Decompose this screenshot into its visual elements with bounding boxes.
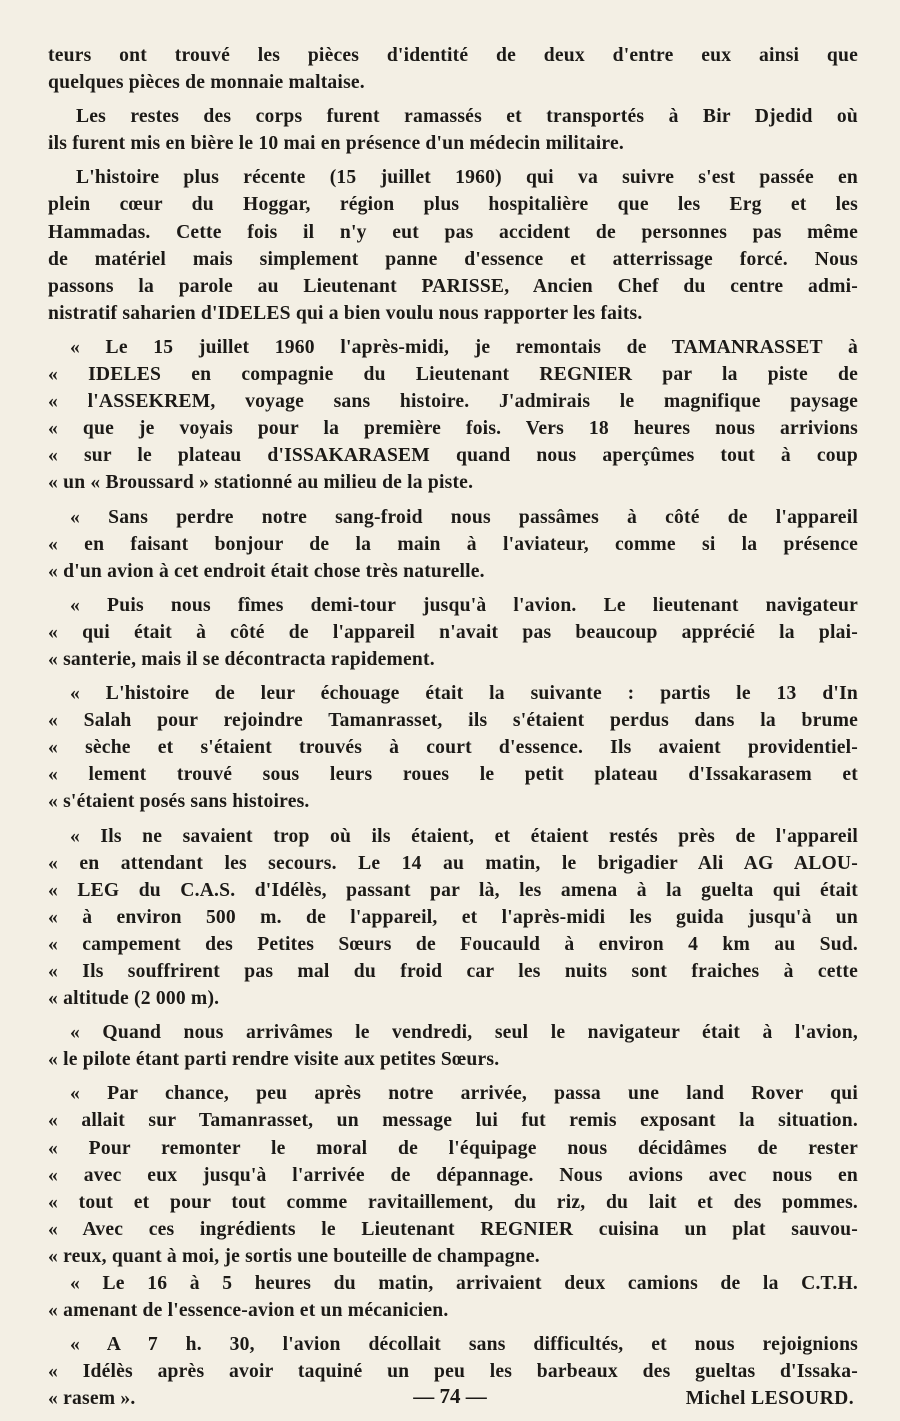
text-line: « Puis nous fîmes demi-tour jusqu'à l'avion. Le lieutenant navigateur (70, 594, 858, 616)
paragraph (48, 592, 858, 673)
text-line: « avec eux jusqu'à l'arrivée de dépannage. Nous avions avec nous en (48, 1164, 858, 1186)
text-line: « sur le plateau d'ISSAKARASEM quand nous aperçûmes tout à coup (48, 445, 858, 467)
text-line: « en attendant les secours. Le 14 au matin, le brigadier Ali AG ALOU- (48, 852, 858, 874)
text-line: plein cœur du Hoggar, région plus hospitalière que les Erg et les (48, 194, 858, 216)
paragraph (48, 823, 858, 1013)
paragraph (48, 164, 858, 327)
text-line: L'histoire plus récente (15 juillet 1960) qui va suivre s'est passée en (76, 167, 858, 189)
page-number: — 74 — (413, 1384, 487, 1408)
text-line: de matériel mais simplement panne d'essence et atterrissage forcé. Nous (48, 248, 858, 270)
text-line: « Pour remonter le moral de l'équipage nous décidâmes de rester (48, 1137, 858, 1159)
text-line: quelques pièces de monnaie maltaise. (48, 72, 365, 94)
text-line: « Idélès après avoir taquiné un peu les barbeaux des gueltas d'Issaka- (48, 1361, 858, 1383)
text-line: « campement des Petites Sœurs de Foucauld à environ 4 km au Sud. (48, 933, 858, 955)
text-line: Les restes des corps furent ramassés et transportés à Bir Djedid où (76, 106, 858, 128)
text-line: « lement trouvé sous leurs roues le petit plateau d'Issakarasem et (48, 764, 858, 786)
paragraph (48, 334, 858, 497)
paragraph (48, 504, 858, 585)
text-line: « à environ 500 m. de l'appareil, et l'après-midi les guida jusqu'à un (48, 906, 858, 928)
paragraph (48, 1080, 858, 1270)
text-line: « IDELES en compagnie du Lieutenant REGNIER par la piste de (48, 364, 858, 386)
author-signature: Michel LESOURD. (685, 1388, 854, 1410)
text-line: « reux, quant à moi, je sortis une bouteille de champagne. (48, 1245, 540, 1267)
paragraph (48, 1019, 858, 1073)
text-line: « le pilote étant parti rendre visite aux petites Sœurs. (48, 1049, 500, 1071)
text-line: teurs ont trouvé les pièces d'identité de deux d'entre eux ainsi que (48, 45, 858, 66)
text-line: passons la parole au Lieutenant PARISSE, Ancien Chef du centre admi- (48, 275, 858, 297)
text-line: « Salah pour rejoindre Tamanrasset, ils s'étaient perdus dans la brume (48, 710, 858, 732)
text-line: « Le 16 à 5 heures du matin, arrivaient deux camions de la C.T.H. (70, 1273, 858, 1295)
text-line: « LEG du C.A.S. d'Idélès, passant par là, les amena à la guelta qui était (48, 879, 858, 901)
text-line: « Le 15 juillet 1960 l'après-midi, je remontais de TAMANRASSET à (70, 336, 858, 358)
text-line: Hammadas. Cette fois il n'y eut pas accident de personnes pas même (48, 221, 858, 243)
document-page (48, 42, 858, 1412)
text-line: « amenant de l'essence-avion et un mécanicien. (48, 1300, 449, 1322)
text-line: « A 7 h. 30, l'avion décollait sans difficultés, et nous rejoignions (70, 1334, 858, 1356)
text-line: ils furent mis en bière le 10 mai en présence d'un médecin militaire. (48, 133, 624, 155)
text-line: « que je voyais pour la première fois. Vers 18 heures nous arrivions (48, 418, 858, 440)
text-line: « Avec ces ingrédients le Lieutenant REGNIER cuisina un plat sauvou- (48, 1218, 858, 1240)
paragraph (48, 1270, 858, 1324)
text-line: « Sans perdre notre sang-froid nous passâmes à côté de l'appareil (70, 506, 858, 528)
text-line: « rasem ». (48, 1388, 136, 1410)
text-line: « sèche et s'étaient trouvés à court d'essence. Ils avaient providentiel- (48, 737, 858, 759)
text-line: « s'étaient posés sans histoires. (48, 791, 310, 813)
text-line: « L'histoire de leur échouage était la suivante : partis le 13 d'In (70, 683, 858, 705)
text-line: « en faisant bonjour de la main à l'aviateur, comme si la présence (48, 533, 858, 555)
text-line: « allait sur Tamanrasset, un message lui fut remis exposant la situation. (48, 1110, 858, 1132)
text-line: « Ils ne savaient trop où ils étaient, et étaient restés près de l'appareil (70, 825, 858, 847)
text-line: « tout et pour tout comme ravitaillement, du riz, du lait et des pommes. (48, 1191, 858, 1213)
text-line: « Ils souffrirent pas mal du froid car les nuits sont fraiches à cette (48, 961, 858, 982)
paragraph (48, 680, 858, 815)
text-line: « d'un avion à cet endroit était chose très naturelle. (48, 560, 485, 582)
paragraph (48, 103, 858, 157)
text-line: « santerie, mais il se décontracta rapidement. (48, 648, 435, 670)
text-line: nistratif saharien d'IDELES qui a bien voulu nous rapporter les faits. (48, 302, 643, 324)
text-line: « altitude (2 000 m). (48, 988, 220, 1010)
text-line: « qui était à côté de l'appareil n'avait pas beaucoup apprécié la plai- (48, 621, 858, 643)
text-line: « Par chance, peu après notre arrivée, passa une land Rover qui (70, 1083, 858, 1105)
text-line: « un « Broussard » stationné au milieu de la piste. (48, 472, 474, 494)
text-line: « Quand nous arrivâmes le vendredi, seul le navigateur était à l'avion, (70, 1022, 858, 1044)
text-line: « l'ASSEKREM, voyage sans histoire. J'admirais le magnifique paysage (48, 391, 858, 413)
paragraph (48, 42, 858, 96)
